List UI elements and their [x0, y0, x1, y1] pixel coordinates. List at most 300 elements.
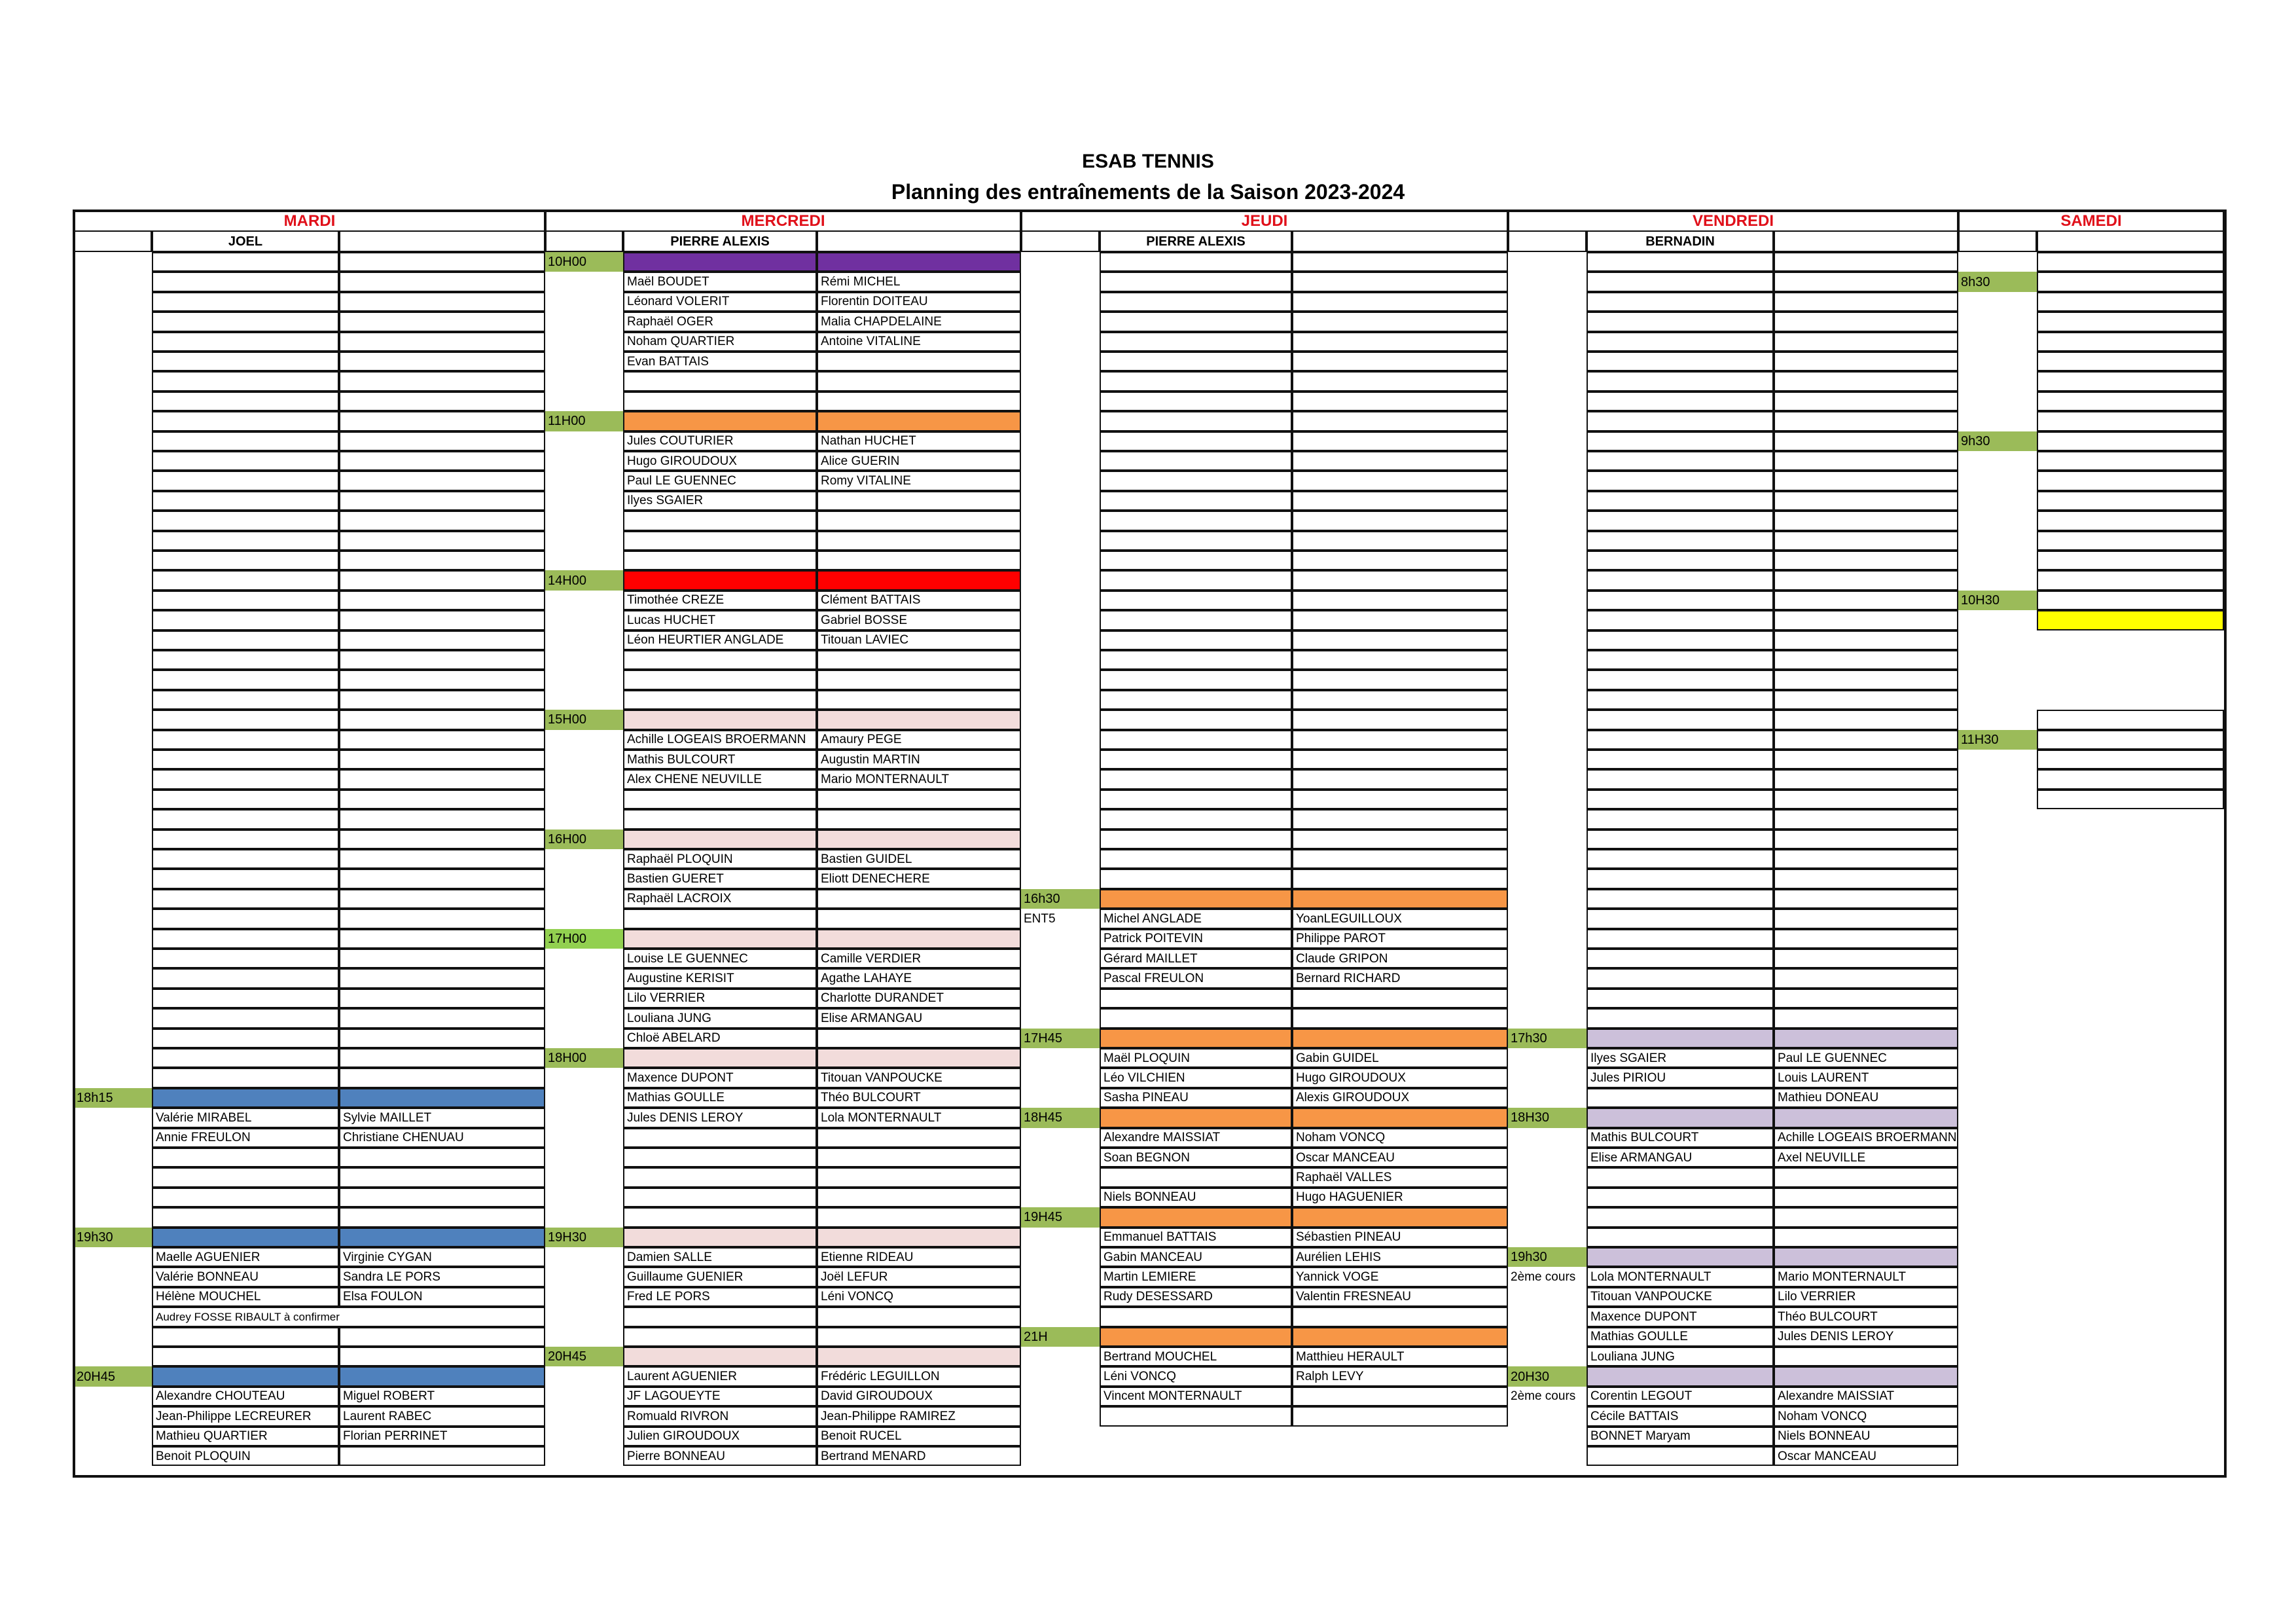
empty-slot	[1774, 252, 1958, 272]
player-name: Ilyes SGAIER	[1587, 1048, 1774, 1068]
empty-slot	[1587, 650, 1774, 670]
time-label-mardi: 20H45	[74, 1366, 152, 1386]
player-name: Hugo GIROUDOUX	[1292, 1068, 1508, 1087]
session-color-bar	[1774, 1247, 1958, 1267]
empty-slot	[339, 889, 545, 909]
player-name: Clément BATTAIS	[817, 591, 1021, 610]
empty-slot	[1100, 1008, 1292, 1028]
empty-slot	[1292, 491, 1508, 511]
session-color-bar	[623, 411, 817, 431]
time-label-mercredi: 14H00	[545, 570, 623, 590]
empty-slot	[623, 690, 817, 710]
empty-slot	[1774, 332, 1958, 352]
empty-slot	[152, 610, 339, 630]
empty-slot	[817, 1188, 1021, 1207]
empty-slot	[152, 750, 339, 769]
trainer-blank	[1958, 230, 2037, 252]
empty-slot	[1100, 690, 1292, 710]
player-name: Léon HEURTIER ANGLADE	[623, 630, 817, 650]
player-name: Alexandre MAISSIAT	[1774, 1387, 1958, 1406]
empty-slot	[817, 1327, 1021, 1347]
empty-slot	[1774, 491, 1958, 511]
player-name: Bastien GUERET	[623, 869, 817, 888]
player-name: Lilo VERRIER	[623, 989, 817, 1008]
trainer-blank	[74, 230, 152, 252]
player-name: Frédéric LEGUILLON	[817, 1366, 1021, 1386]
player-name: Valérie BONNEAU	[152, 1267, 339, 1286]
empty-slot	[2037, 252, 2224, 272]
empty-slot	[152, 1327, 339, 1347]
player-name: Louliana JUNG	[1587, 1347, 1774, 1366]
empty-slot	[152, 650, 339, 670]
player-name: Noham VONCQ	[1774, 1406, 1958, 1426]
empty-slot	[1100, 750, 1292, 769]
empty-slot	[339, 1327, 545, 1347]
empty-slot	[1292, 431, 1508, 451]
session-color-bar	[1100, 889, 1292, 909]
empty-slot	[1774, 591, 1958, 610]
empty-slot	[339, 551, 545, 570]
empty-slot	[339, 929, 545, 949]
empty-slot	[1587, 531, 1774, 551]
empty-slot	[152, 809, 339, 829]
empty-slot	[623, 1167, 817, 1187]
empty-slot	[1774, 1228, 1958, 1247]
empty-slot	[1774, 830, 1958, 849]
player-name: Mathieu QUARTIER	[152, 1427, 339, 1446]
empty-slot	[817, 790, 1021, 809]
player-name: Laurent AGUENIER	[623, 1366, 817, 1386]
player-name: Hugo GIROUDOUX	[623, 451, 817, 471]
player-name: Théo BULCOURT	[1774, 1307, 1958, 1326]
session-color-bar	[1587, 1247, 1774, 1267]
empty-slot	[1100, 670, 1292, 689]
empty-slot	[1292, 570, 1508, 590]
empty-slot	[1587, 511, 1774, 530]
player-name: Rémi MICHEL	[817, 272, 1021, 291]
player-name: Patrick POITEVIN	[1100, 929, 1292, 949]
empty-slot	[1587, 989, 1774, 1008]
player-name: Léni VONCQ	[1100, 1366, 1292, 1386]
time-label-mardi: 18h15	[74, 1088, 152, 1108]
empty-slot	[152, 1347, 339, 1366]
session-color-bar	[1292, 1108, 1508, 1127]
player-name: Louise LE GUENNEC	[623, 949, 817, 968]
player-name	[817, 352, 1021, 371]
player-name: David GIROUDOUX	[817, 1387, 1021, 1406]
player-name: Nathan HUCHET	[817, 431, 1021, 451]
empty-slot	[817, 1207, 1021, 1227]
player-name: Léni VONCQ	[817, 1287, 1021, 1307]
empty-slot	[1587, 1008, 1774, 1028]
highlight-row	[2037, 610, 2224, 630]
session-color-bar	[817, 1228, 1021, 1247]
empty-slot	[1292, 371, 1508, 391]
empty-slot	[1100, 1307, 1292, 1326]
empty-slot	[339, 1148, 545, 1167]
session-color-bar	[623, 1347, 817, 1366]
empty-slot	[339, 750, 545, 769]
player-name: Raphaël PLOQUIN	[623, 849, 817, 869]
empty-slot	[152, 968, 339, 988]
player-name: JF LAGOUEYTE	[623, 1387, 817, 1406]
empty-slot	[152, 630, 339, 650]
session-color-bar	[817, 411, 1021, 431]
empty-slot	[339, 1029, 545, 1048]
player-name: Hugo HAGUENIER	[1292, 1188, 1508, 1207]
empty-slot	[1100, 769, 1292, 789]
empty-slot	[623, 392, 817, 411]
player-name: Mathis BULCOURT	[1587, 1128, 1774, 1148]
empty-slot	[1292, 769, 1508, 789]
empty-slot	[1100, 730, 1292, 750]
player-name: Florentin DOITEAU	[817, 292, 1021, 312]
empty-slot	[2037, 371, 2224, 391]
player-name: Louis LAURENT	[1774, 1068, 1958, 1087]
empty-slot	[1587, 471, 1774, 490]
player-name: Bastien GUIDEL	[817, 849, 1021, 869]
player-name: Christiane CHENUAU	[339, 1128, 545, 1148]
player-name: Jean-Philippe LECREURER	[152, 1406, 339, 1426]
player-name: Alice GUERIN	[817, 451, 1021, 471]
player-name: Etienne RIDEAU	[817, 1247, 1021, 1267]
empty-slot	[152, 1148, 339, 1167]
player-name: Matthieu HERAULT	[1292, 1347, 1508, 1366]
time-label-vendredi: 19h30	[1508, 1247, 1587, 1267]
empty-slot	[623, 1307, 817, 1326]
empty-slot	[152, 551, 339, 570]
player-name: Maelle AGUENIER	[152, 1247, 339, 1267]
player-name: Oscar MANCEAU	[1774, 1446, 1958, 1466]
time-label-mercredi: 10H00	[545, 252, 623, 272]
empty-slot	[339, 451, 545, 471]
empty-slot	[1292, 650, 1508, 670]
document-subtitle: Planning des entraînements de la Saison 2023-2024	[891, 180, 1405, 204]
player-name: Ilyes SGAIER	[623, 491, 817, 511]
empty-slot	[817, 1148, 1021, 1167]
empty-slot	[2037, 392, 2224, 411]
empty-slot	[1292, 1008, 1508, 1028]
player-name: Pascal FREULON	[1100, 968, 1292, 988]
player-name: Mathias GOULLE	[1587, 1327, 1774, 1347]
player-name: Lucas HUCHET	[623, 610, 817, 630]
empty-slot	[817, 371, 1021, 391]
empty-slot	[2037, 352, 2224, 371]
empty-slot	[1774, 570, 1958, 590]
empty-slot	[339, 252, 545, 272]
player-name: Antoine VITALINE	[817, 332, 1021, 352]
empty-slot	[339, 830, 545, 849]
empty-slot	[1587, 371, 1774, 391]
player-name	[1774, 1347, 1958, 1366]
empty-slot	[1100, 630, 1292, 650]
player-name: Jean-Philippe RAMIREZ	[817, 1406, 1021, 1426]
empty-slot	[1587, 909, 1774, 928]
player-name: Jules COUTURIER	[623, 431, 817, 451]
trainer-mardi: JOEL	[152, 230, 339, 252]
empty-slot	[1292, 1307, 1508, 1326]
empty-slot	[1100, 511, 1292, 530]
day-header-vendredi: VENDREDI	[1508, 211, 1958, 232]
empty-slot	[817, 1128, 1021, 1148]
empty-slot	[1100, 551, 1292, 570]
player-name	[817, 491, 1021, 511]
empty-slot	[2037, 312, 2224, 331]
empty-slot	[1587, 830, 1774, 849]
session-label: 2ème cours	[1511, 1270, 1576, 1285]
session-color-bar	[1292, 889, 1508, 909]
time-label-mercredi: 19H30	[545, 1228, 623, 1247]
player-name: Lola MONTERNAULT	[817, 1108, 1021, 1127]
empty-slot	[1100, 650, 1292, 670]
empty-slot	[2037, 451, 2224, 471]
empty-slot	[2037, 750, 2224, 769]
trainer-blank	[1508, 230, 1587, 252]
session-color-bar	[623, 929, 817, 949]
empty-slot	[152, 730, 339, 750]
day-divider	[1020, 210, 1022, 252]
player-name: Laurent RABEC	[339, 1406, 545, 1426]
day-divider	[544, 210, 547, 252]
empty-slot	[1292, 292, 1508, 312]
empty-slot	[1587, 968, 1774, 988]
empty-slot	[339, 1048, 545, 1068]
time-label-jeudi: 16h30	[1021, 889, 1100, 909]
empty-slot	[1587, 849, 1774, 869]
empty-slot	[152, 252, 339, 272]
player-name: Soan BEGNON	[1100, 1148, 1292, 1167]
empty-slot	[1774, 909, 1958, 928]
session-color-bar	[817, 929, 1021, 949]
player-name: Titouan VANPOUCKE	[817, 1068, 1021, 1087]
empty-slot	[152, 989, 339, 1008]
player-name: Agathe LAHAYE	[817, 968, 1021, 988]
player-name: Niels BONNEAU	[1100, 1188, 1292, 1207]
empty-slot	[152, 1029, 339, 1048]
empty-slot	[1587, 570, 1774, 590]
empty-slot	[1587, 332, 1774, 352]
empty-slot	[1100, 790, 1292, 809]
player-name: Gabriel BOSSE	[817, 610, 1021, 630]
time-label-jeudi: 18H45	[1021, 1108, 1100, 1127]
player-name: Lola MONTERNAULT	[1587, 1267, 1774, 1286]
empty-slot	[1587, 750, 1774, 769]
time-label-mercredi: 15H00	[545, 710, 623, 729]
player-name: Camille VERDIER	[817, 949, 1021, 968]
empty-slot	[152, 949, 339, 968]
empty-slot	[152, 332, 339, 352]
empty-slot	[2037, 511, 2224, 530]
empty-slot	[817, 809, 1021, 829]
player-name: Rudy DESESSARD	[1100, 1287, 1292, 1307]
empty-slot	[152, 511, 339, 530]
empty-slot	[1587, 392, 1774, 411]
empty-slot	[2037, 591, 2224, 610]
player-name: Evan BATTAIS	[623, 352, 817, 371]
empty-slot	[1100, 491, 1292, 511]
empty-slot	[1100, 312, 1292, 331]
empty-slot	[339, 411, 545, 431]
empty-slot	[1292, 630, 1508, 650]
empty-slot	[339, 790, 545, 809]
player-name: Romuald RIVRON	[623, 1406, 817, 1426]
player-name: Léonard VOLERIT	[623, 292, 817, 312]
player-name: Emmanuel BATTAIS	[1100, 1228, 1292, 1247]
player-name: Alex CHENE NEUVILLE	[623, 769, 817, 789]
empty-slot	[2037, 411, 2224, 431]
player-name: Philippe PAROT	[1292, 929, 1508, 949]
empty-slot	[623, 650, 817, 670]
player-name: Claude GRIPON	[1292, 949, 1508, 968]
player-name: Chloë ABELARD	[623, 1029, 817, 1048]
session-color-bar	[817, 710, 1021, 729]
empty-slot	[1774, 511, 1958, 530]
player-name	[1587, 1088, 1774, 1108]
empty-slot	[339, 471, 545, 490]
time-label-vendredi: 20H30	[1508, 1366, 1587, 1386]
session-color-bar	[1100, 1108, 1292, 1127]
empty-slot	[1774, 312, 1958, 331]
time-label-mercredi: 11H00	[545, 411, 623, 431]
empty-slot	[1774, 551, 1958, 570]
player-name: Benoit PLOQUIN	[152, 1446, 339, 1466]
empty-slot	[339, 1347, 545, 1366]
player-name: Titouan LAVIEC	[817, 630, 1021, 650]
empty-slot	[152, 491, 339, 511]
empty-slot	[1100, 710, 1292, 729]
player-name: Gérard MAILLET	[1100, 949, 1292, 968]
empty-slot	[1100, 610, 1292, 630]
empty-slot	[1292, 352, 1508, 371]
session-color-bar	[1100, 1029, 1292, 1048]
player-name: Yannick VOGE	[1292, 1267, 1508, 1286]
trainer-mercredi: PIERRE ALEXIS	[623, 230, 817, 252]
empty-slot	[1774, 1188, 1958, 1207]
player-name: Maël PLOQUIN	[1100, 1048, 1292, 1068]
session-color-bar	[623, 570, 817, 590]
empty-slot	[1587, 690, 1774, 710]
empty-slot	[339, 869, 545, 888]
empty-slot	[1774, 809, 1958, 829]
time-label-samedi: 8h30	[1958, 272, 2037, 291]
day-header-mercredi: MERCREDI	[545, 211, 1021, 232]
trainer-samedi	[2037, 230, 2224, 252]
player-name: Bertrand MENARD	[817, 1446, 1021, 1466]
day-header-jeudi: JEUDI	[1021, 211, 1508, 232]
player-name	[1100, 1167, 1292, 1187]
empty-slot	[339, 332, 545, 352]
session-color-bar	[1587, 1108, 1774, 1127]
time-label-samedi: 9h30	[1958, 431, 2037, 451]
time-label-mardi: 19h30	[74, 1228, 152, 1247]
day-divider	[1507, 210, 1509, 252]
empty-slot	[2037, 570, 2224, 590]
empty-slot	[1587, 790, 1774, 809]
empty-slot	[1292, 451, 1508, 471]
session-label: ENT5	[1024, 911, 1056, 926]
player-name: Niels BONNEAU	[1774, 1427, 1958, 1446]
empty-slot	[152, 352, 339, 371]
empty-slot	[1587, 292, 1774, 312]
player-name: Charlotte DURANDET	[817, 989, 1021, 1008]
empty-slot	[339, 949, 545, 968]
empty-slot	[339, 989, 545, 1008]
empty-slot	[1587, 710, 1774, 729]
empty-slot	[339, 591, 545, 610]
empty-slot	[1292, 690, 1508, 710]
empty-slot	[1100, 352, 1292, 371]
player-name: Augustine KERISIT	[623, 968, 817, 988]
empty-slot	[339, 710, 545, 729]
empty-slot	[1774, 690, 1958, 710]
empty-slot	[152, 591, 339, 610]
player-name: Alexandre MAISSIAT	[1100, 1128, 1292, 1148]
time-label-mercredi: 20H45	[545, 1347, 623, 1366]
player-name	[817, 889, 1021, 909]
player-name: Gabin GUIDEL	[1292, 1048, 1508, 1068]
empty-slot	[1774, 371, 1958, 391]
empty-slot	[623, 551, 817, 570]
player-name: Bernard RICHARD	[1292, 968, 1508, 988]
empty-slot	[623, 1148, 817, 1167]
empty-slot	[1587, 551, 1774, 570]
empty-slot	[2037, 272, 2224, 291]
time-label-samedi: 10H30	[1958, 591, 2037, 610]
empty-slot	[1587, 809, 1774, 829]
empty-slot	[152, 292, 339, 312]
empty-slot	[1292, 252, 1508, 272]
empty-slot	[1774, 849, 1958, 869]
empty-slot	[1100, 591, 1292, 610]
empty-slot	[1100, 809, 1292, 829]
session-color-bar	[817, 830, 1021, 849]
player-name: Vincent MONTERNAULT	[1100, 1387, 1292, 1406]
player-name: Pierre BONNEAU	[623, 1446, 817, 1466]
session-color-bar	[623, 710, 817, 729]
empty-slot	[1292, 392, 1508, 411]
player-name: Cécile BATTAIS	[1587, 1406, 1774, 1426]
session-color-bar	[1100, 1327, 1292, 1347]
empty-slot	[1292, 989, 1508, 1008]
player-name: Raphaël LACROIX	[623, 889, 817, 909]
empty-slot	[2037, 551, 2224, 570]
empty-slot	[623, 790, 817, 809]
empty-slot	[1100, 471, 1292, 490]
session-color-bar	[1292, 1029, 1508, 1048]
trainer-blank	[339, 230, 545, 252]
empty-slot	[817, 511, 1021, 530]
player-name: Mario MONTERNAULT	[817, 769, 1021, 789]
empty-slot	[152, 830, 339, 849]
player-name: Valentin FRESNEAU	[1292, 1287, 1508, 1307]
empty-slot	[1587, 1207, 1774, 1227]
empty-slot	[1587, 889, 1774, 909]
empty-slot	[1292, 312, 1508, 331]
session-color-bar	[1587, 1029, 1774, 1048]
session-color-bar	[152, 1366, 339, 1386]
empty-slot	[1774, 531, 1958, 551]
empty-slot	[152, 371, 339, 391]
empty-slot	[339, 968, 545, 988]
player-name: Michel ANGLADE	[1100, 909, 1292, 928]
empty-slot	[152, 411, 339, 431]
empty-slot	[339, 1008, 545, 1028]
empty-slot	[1292, 272, 1508, 291]
empty-slot	[1774, 750, 1958, 769]
empty-slot	[1774, 968, 1958, 988]
empty-slot	[1587, 929, 1774, 949]
empty-slot	[1587, 730, 1774, 750]
